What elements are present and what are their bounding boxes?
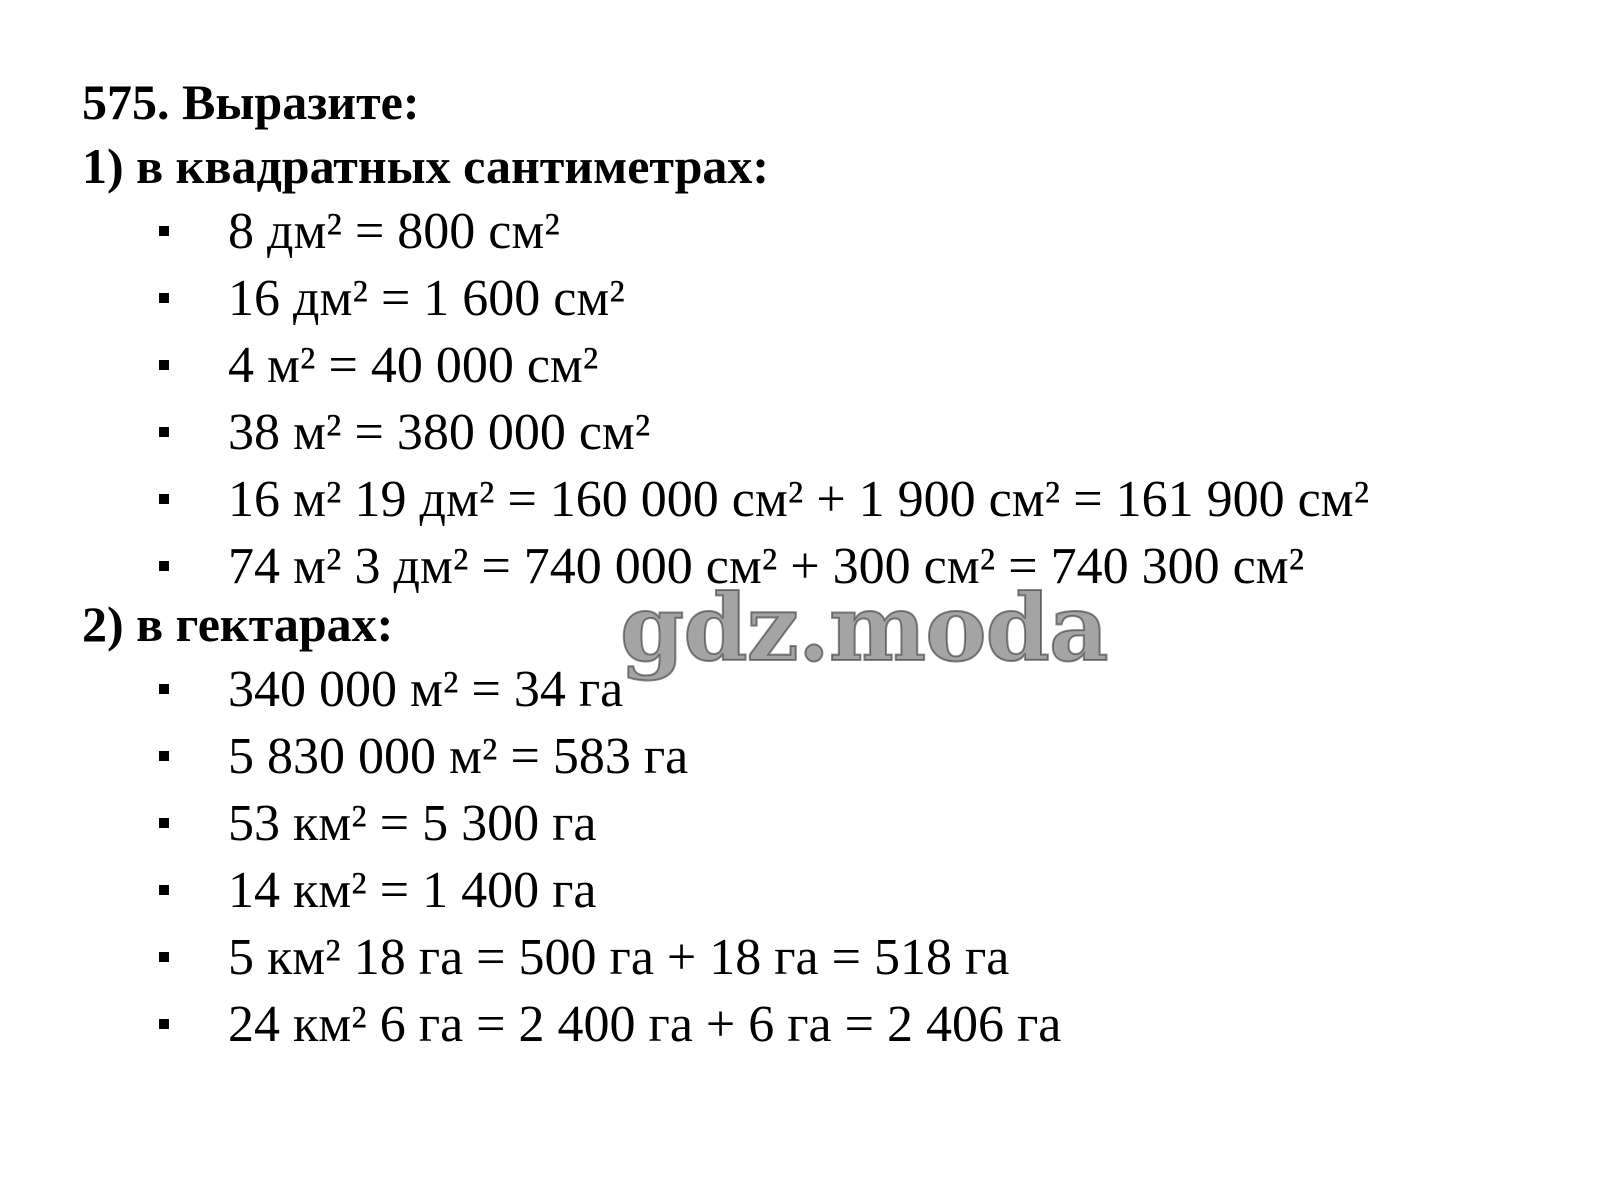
bullet-icon [159,885,169,895]
list-item-text: 8 дм² = 800 см² [228,203,560,260]
list-item-text: 16 м² 19 дм² = 160 000 см² + 1 900 см² = 161 900 см² [228,471,1370,528]
list-item-text: 4 м² = 40 000 см² [228,337,599,394]
bullet-icon [159,1019,169,1029]
list-item-text: 340 000 м² = 34 га [228,661,624,718]
bullet-icon [159,684,169,694]
watermark: gdz.moda [620,574,1108,682]
list-item-text: 16 дм² = 1 600 см² [228,270,625,327]
list-item-text: 74 м² 3 дм² = 740 000 см² + 300 см² = 740 300 см² [228,538,1305,595]
bullet-icon [159,751,169,761]
bullet-icon [159,293,169,303]
section-1-heading: 1) в квадратных сантиметрах: [82,138,770,194]
bullet-icon [159,952,169,962]
problem-title: 575. Выразите: [82,74,420,130]
list-item-text: 38 м² = 380 000 см² [228,404,651,461]
list-item-text: 5 км² 18 га = 500 га + 18 га = 518 га [228,929,1010,986]
list-item-text: 24 км² 6 га = 2 400 га + 6 га = 2 406 га [228,996,1062,1053]
section-2-heading: 2) в гектарах: [82,596,394,652]
list-item-text: 53 км² = 5 300 га [228,795,597,852]
list-item-text: 14 км² = 1 400 га [228,862,597,919]
bullet-icon [159,494,169,504]
bullet-icon [159,561,169,571]
list-item-text: 5 830 000 м² = 583 га [228,728,689,785]
bullet-icon [159,818,169,828]
bullet-icon [159,226,169,236]
bullet-icon [159,360,169,370]
bullet-icon [159,427,169,437]
